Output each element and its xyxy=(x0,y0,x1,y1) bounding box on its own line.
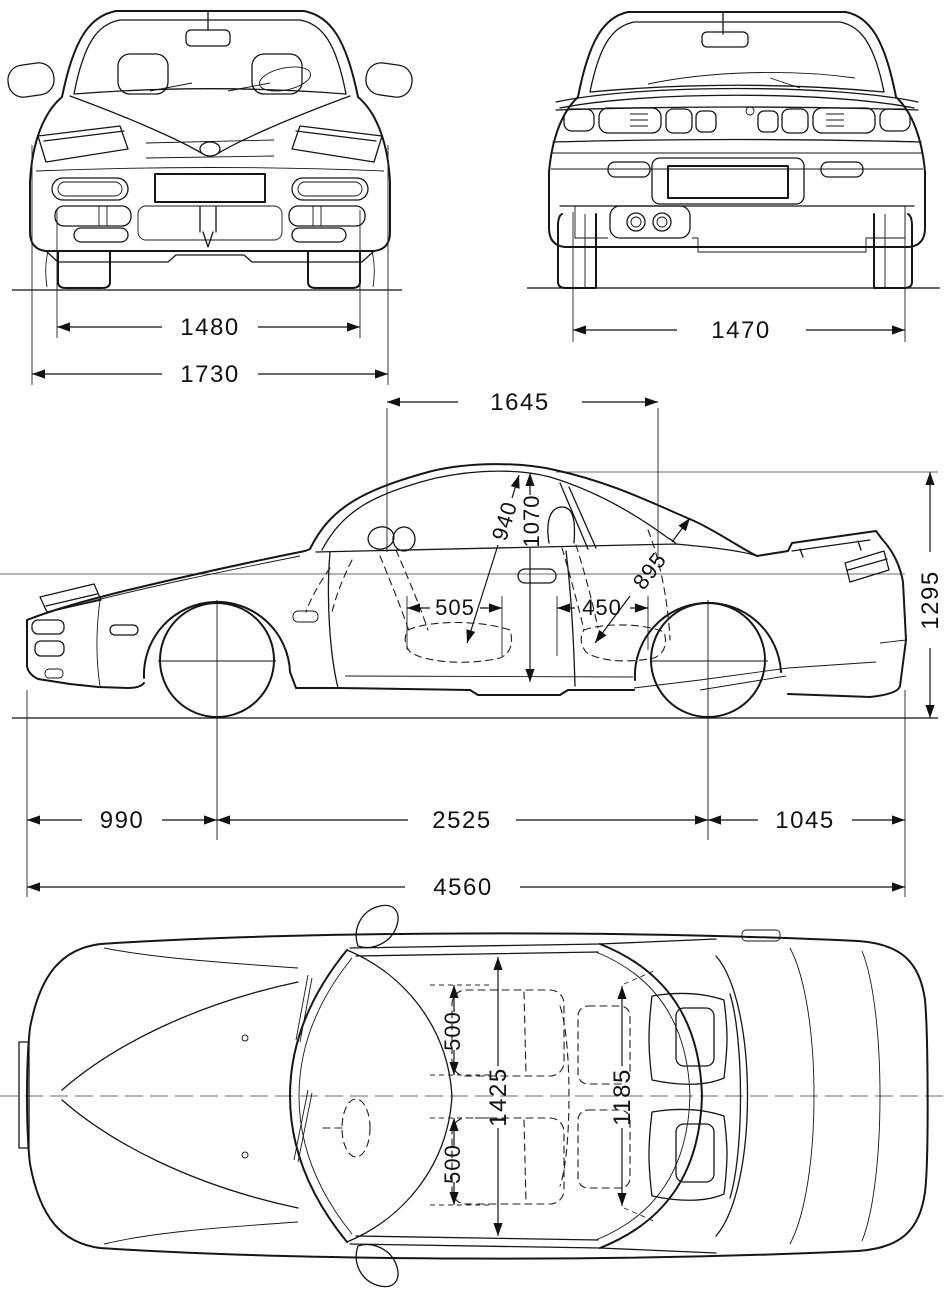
antenna xyxy=(717,12,729,34)
front-view-drawing xyxy=(6,11,414,290)
exhaust-tip-right xyxy=(653,213,671,231)
tire-inner-lines xyxy=(585,214,885,288)
license-plate-front xyxy=(155,174,265,202)
rear-skirt-lines xyxy=(634,640,906,690)
reverse-lamp-right xyxy=(821,162,863,177)
lower-intake-left xyxy=(55,206,131,226)
taillight-band xyxy=(553,107,921,142)
exhaust-tip-right-inner xyxy=(657,217,667,227)
rear-headrest-top xyxy=(676,1008,714,1066)
bumper-center-panel xyxy=(138,206,282,240)
taillamp-wide-right xyxy=(813,108,875,133)
headlight-right xyxy=(292,126,382,162)
side-rocker xyxy=(290,672,634,695)
dim-rear-seat-label: 450 xyxy=(582,595,622,620)
headlight-side xyxy=(40,584,101,612)
rear-headrest-side xyxy=(548,507,575,543)
mudflaps-front xyxy=(46,251,375,287)
tow-hook xyxy=(200,206,216,247)
dim-overall-width-label: 1730 xyxy=(180,361,240,388)
taillamp-wide-left xyxy=(599,108,661,133)
top-view-drawing xyxy=(0,905,950,1286)
turn-signal-right xyxy=(292,178,368,200)
dim-overall-length-label: 4560 xyxy=(433,874,493,901)
rear-tire-left xyxy=(558,214,596,288)
headrest-left xyxy=(118,54,168,94)
fascia-crease xyxy=(36,168,384,172)
front-view-dimensions xyxy=(32,145,388,388)
dim-front-shoulder-label: 500 xyxy=(440,1011,465,1051)
dim-rear-headroom-label: 895 xyxy=(627,547,672,595)
side-view-drawing xyxy=(0,464,938,840)
rear-bumper-bottom xyxy=(788,686,900,697)
rear-view-drawing xyxy=(527,12,940,288)
rear-spoiler-band xyxy=(556,89,918,109)
rear-view-dimensions xyxy=(573,212,905,344)
hood-dot-upper xyxy=(242,1035,248,1041)
door-mirror-side xyxy=(366,524,397,552)
interior-mirror xyxy=(186,30,230,46)
headlight-left xyxy=(38,126,128,162)
dim-rear-overhang-label: 1045 xyxy=(775,807,835,834)
taillamp-outer-left xyxy=(564,109,594,131)
taillamp-bars-right xyxy=(826,114,844,126)
door-mirror-left xyxy=(6,61,56,99)
reverse-lamp-left xyxy=(608,162,650,177)
taillamp-sq2-right xyxy=(758,111,778,132)
spoiler-side xyxy=(792,540,870,557)
front-headrest-side xyxy=(393,527,415,551)
turn-signal-left-inner xyxy=(58,182,122,196)
dim-front-track-label: 1480 xyxy=(180,314,240,341)
exhaust-housing xyxy=(610,206,690,238)
bumper-lamp-2 xyxy=(35,641,64,656)
dim-wheelbase-label: 2525 xyxy=(432,807,492,834)
door-mirror-plan-bottom xyxy=(356,1245,398,1287)
fog-light-right xyxy=(292,228,346,242)
steering-wheel xyxy=(257,63,312,95)
lower-intake-right xyxy=(289,206,365,226)
taillamp-bars-left xyxy=(630,114,648,126)
taillamp-outer-right xyxy=(880,109,910,131)
turn-signal-right-inner xyxy=(298,182,362,196)
side-upper-outline xyxy=(27,464,906,686)
taillight-side xyxy=(845,551,889,582)
front-tire-right xyxy=(308,252,360,288)
bumper-lamp-1 xyxy=(32,620,64,634)
sill-line xyxy=(345,676,633,677)
door-handle xyxy=(518,569,556,583)
dim-rear-track-label: 1470 xyxy=(711,317,771,344)
exhaust-tip-left-inner xyxy=(631,217,641,227)
front-chin-spoiler xyxy=(46,251,374,262)
door-mirror-right xyxy=(364,61,414,99)
dim-rear-shoulder-label: 500 xyxy=(440,1144,465,1184)
bumper-slot xyxy=(110,625,138,635)
dim-cabin-length-label: 1425 xyxy=(485,1067,512,1127)
rear-tire-right xyxy=(874,214,912,288)
side-front-face xyxy=(27,620,144,688)
bumper-seam xyxy=(97,600,100,686)
hood-v-creases xyxy=(62,982,298,1208)
dim-front-overhang-label: 990 xyxy=(99,807,145,834)
dim-cabin-height-label: 1070 xyxy=(519,494,544,548)
exhaust-tip-left xyxy=(627,213,645,231)
fog-light-left xyxy=(74,228,128,242)
dim-headroom-diagonal-label: 940 xyxy=(486,498,523,544)
dim-interior-width-label: 1185 xyxy=(609,1068,636,1126)
rear-headrest-bottom xyxy=(676,1124,714,1182)
side-view-dimensions xyxy=(27,389,944,901)
turn-signal-left xyxy=(52,178,128,200)
grille-lines xyxy=(146,140,274,158)
side-repeater xyxy=(293,611,318,622)
bumper-lamp-3 xyxy=(45,669,63,678)
hood-dot-lower xyxy=(242,1152,248,1158)
trunk-keyhole xyxy=(746,107,754,115)
hood-creases xyxy=(70,96,350,154)
interior-plan-hidden-lines xyxy=(320,990,630,1204)
taillamp-sq-left xyxy=(666,109,692,133)
top-view-dimensions xyxy=(430,957,656,1236)
taillamp-sq2-left xyxy=(696,111,716,132)
taillamp-sq-right xyxy=(782,109,808,133)
rear-valance xyxy=(575,206,905,252)
intake-left-dividers xyxy=(99,206,107,226)
door-mirror-plan-top xyxy=(356,905,398,947)
dim-front-seat-label: 505 xyxy=(435,595,475,620)
intake-right-dividers xyxy=(313,206,321,226)
fuel-door xyxy=(742,930,780,941)
b-pillar xyxy=(560,483,596,549)
wheel-center-marks xyxy=(158,600,768,840)
front-tire-left xyxy=(58,252,110,288)
dim-overall-height-label: 1295 xyxy=(917,570,944,630)
badge xyxy=(200,142,220,156)
license-plate-rear xyxy=(668,166,788,198)
dim-roof-length-label: 1645 xyxy=(490,389,550,416)
interior-mirror-rear xyxy=(702,32,748,47)
